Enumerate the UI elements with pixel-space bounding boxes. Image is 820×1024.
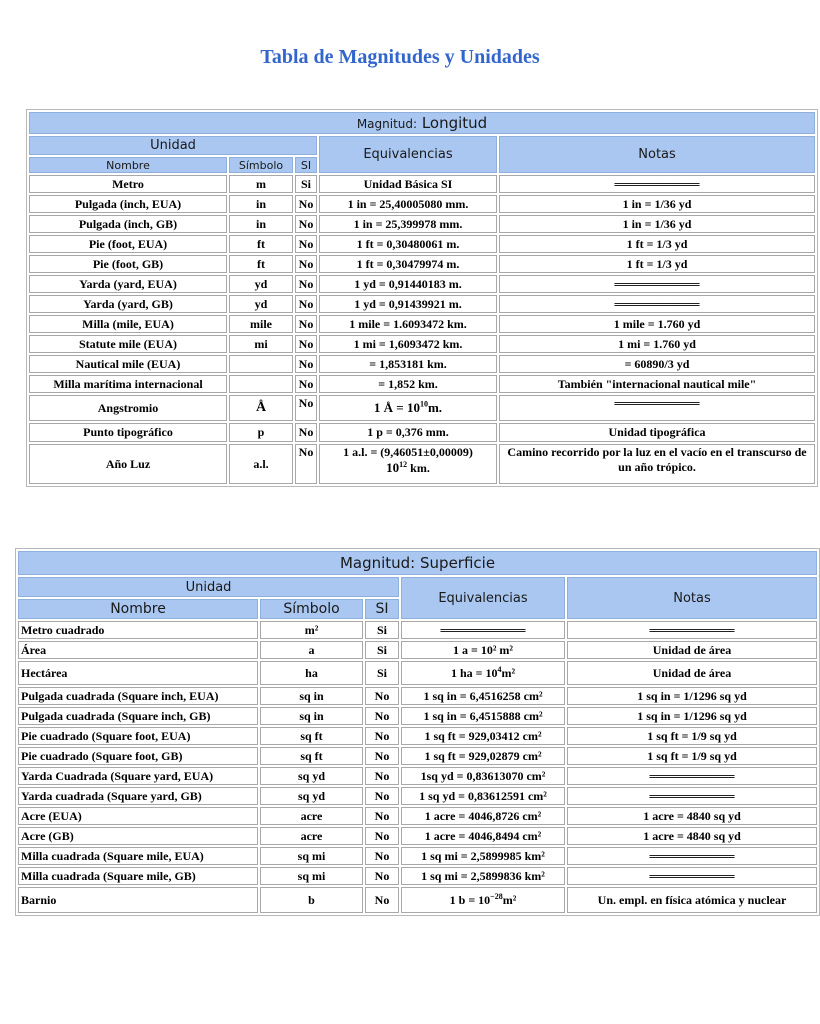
table-row (18, 887, 817, 913)
simbolo-cell: acre (260, 827, 363, 845)
equiv-cell: 1 ha = $10^4m^2$ (401, 661, 565, 685)
si-header: SI (295, 157, 317, 173)
nombre-cell: Barnio (18, 887, 258, 913)
si-cell: No (365, 787, 399, 805)
nombre-cell: Milla cuadrada (Square mile, GB) (18, 867, 258, 885)
table-row (29, 275, 815, 293)
table-row (29, 315, 815, 333)
equiv-cell: 1 in = 25,40005080 mm. (319, 195, 497, 213)
magnitud-name: Superficie (420, 554, 496, 572)
simbolo-cell: sq yd (260, 767, 363, 785)
notas-cell: ══════════ (567, 767, 817, 785)
table-row (29, 295, 815, 313)
nombre-cell: Pulgada cuadrada (Square inch, GB) (18, 707, 258, 725)
nombre-cell: Metro (29, 175, 227, 193)
equiv-cell: 1 mi = 1,6093472 km. (319, 335, 497, 353)
table-row (18, 827, 817, 845)
notas-cell: Camino recorrido por la luz en el vacío en el transcurso de un año trópico. (499, 444, 815, 484)
nombre-cell: Punto tipográfico (29, 423, 227, 442)
nombre-cell: Metro cuadrado (18, 621, 258, 639)
si-cell: No (365, 767, 399, 785)
longitud-table (26, 109, 818, 487)
notas-cell: ══════════ (567, 867, 817, 885)
simbolo-cell: mile (229, 315, 293, 333)
notas-header: Notas (567, 577, 817, 619)
si-cell: No (365, 727, 399, 745)
nombre-cell: Nautical mile (EUA) (29, 355, 227, 373)
notas-cell: ══════════ (499, 295, 815, 313)
nombre-header: Nombre (29, 157, 227, 173)
notas-cell: 1 ft = 1/3 yd (499, 255, 815, 273)
nombre-cell: Yarda cuadrada (Square yard, GB) (18, 787, 258, 805)
superficie-table (15, 548, 820, 916)
equiv-cell: = 1,853181 km. (319, 355, 497, 373)
equiv-cell: 1 sq ft = 929,03412 cm² (401, 727, 565, 745)
si-cell: No (365, 847, 399, 865)
nombre-cell: Pie cuadrado (Square foot, EUA) (18, 727, 258, 745)
equiv-cell: 1 a = 10² m² (401, 641, 565, 659)
si-cell: Si (365, 661, 399, 685)
superficie-magnitud-header: Magnitud: Superficie (18, 551, 817, 575)
si-cell: No (365, 807, 399, 825)
simbolo-cell: a (260, 641, 363, 659)
notas-cell: 1 sq ft = 1/9 sq yd (567, 727, 817, 745)
equiv-cell: 1 sq yd = 0,83612591 cm² (401, 787, 565, 805)
table-row (18, 767, 817, 785)
equiv-cell: 1 $b = 10^{-28}m^2$ (401, 887, 565, 913)
nombre-cell: Milla (mile, EUA) (29, 315, 227, 333)
table-row (29, 375, 815, 393)
equivalencias-header: Equivalencias (319, 136, 497, 173)
table-row (18, 661, 817, 685)
nombre-cell: Acre (GB) (18, 827, 258, 845)
equiv-cell: 1 a.l. = (9,46051±0,00009) $10^{12}$ km. (319, 444, 497, 484)
si-cell: No (365, 887, 399, 913)
si-cell: No (365, 867, 399, 885)
equiv-cell: 1 in = 25,399978 mm. (319, 215, 497, 233)
simbolo-cell: sq mi (260, 847, 363, 865)
equiv-cell: 1 sq in = 6,4516258 cm² (401, 687, 565, 705)
notas-cell: 1 mi = 1.760 yd (499, 335, 815, 353)
page-title: Tabla de Magnitudes y Unidades (260, 46, 540, 68)
nombre-cell: Pie cuadrado (Square foot, GB) (18, 747, 258, 765)
si-cell: No (295, 444, 317, 484)
equiv-cell: 1sq yd = 0,83613070 cm² (401, 767, 565, 785)
simbolo-cell: m² (260, 621, 363, 639)
si-cell: No (295, 275, 317, 293)
notas-cell: ══════════ (499, 395, 815, 421)
simbolo-cell: b (260, 887, 363, 913)
nombre-cell: Año Luz (29, 444, 227, 484)
exponent: 10 (419, 399, 428, 409)
si-cell: Si (365, 621, 399, 639)
simbolo-cell: Å (229, 395, 293, 421)
notas-cell: 1 sq ft = 1/9 sq yd (567, 747, 817, 765)
table-row (18, 727, 817, 745)
equiv-cell: 1 Å = $10^{10}m$. (319, 395, 497, 421)
equiv-cell: 1 p = 0,376 mm. (319, 423, 497, 442)
magnitud-name: Longitud (421, 114, 488, 132)
simbolo-cell: p (229, 423, 293, 442)
si-cell: No (295, 355, 317, 373)
nombre-cell: Pulgada (inch, EUA) (29, 195, 227, 213)
notas-cell: 1 mile = 1.760 yd (499, 315, 815, 333)
notas-cell: Unidad de área (567, 641, 817, 659)
simbolo-cell (229, 355, 293, 373)
equiv-cell: 1 sq in = 6,4515888 cm² (401, 707, 565, 725)
notas-cell: También "internacional nautical mile" (499, 375, 815, 393)
simbolo-header: Símbolo (229, 157, 293, 173)
nombre-cell: Pulgada (inch, GB) (29, 215, 227, 233)
nombre-cell: Angstromio (29, 395, 227, 421)
equiv-cell: 1 ft = 0,30479974 m. (319, 255, 497, 273)
notas-header: Notas (499, 136, 815, 173)
simbolo-cell: sq ft (260, 747, 363, 765)
simbolo-header: Símbolo (260, 599, 363, 619)
simbolo-cell: ft (229, 235, 293, 253)
simbolo-cell: a.l. (229, 444, 293, 484)
notas-cell: 1 in = 1/36 yd (499, 195, 815, 213)
table-row (18, 747, 817, 765)
notas-cell: Unidad tipográfica (499, 423, 815, 442)
table-row (29, 175, 815, 193)
si-cell: No (295, 395, 317, 421)
nombre-cell: Yarda Cuadrada (Square yard, EUA) (18, 767, 258, 785)
si-cell: No (295, 235, 317, 253)
table-row (29, 195, 815, 213)
equiv-cell: 1 sq mi = 2,5899836 km² (401, 867, 565, 885)
nombre-cell: Yarda (yard, EUA) (29, 275, 227, 293)
equiv-cell: 1 acre = 4046,8494 cm² (401, 827, 565, 845)
equiv-cell: 1 acre = 4046,8726 cm² (401, 807, 565, 825)
si-cell: No (295, 375, 317, 393)
notas-cell: 1 sq in = 1/1296 sq yd (567, 707, 817, 725)
notas-cell: Unidad de área (567, 661, 817, 685)
si-header: SI (365, 599, 399, 619)
simbolo-cell: sq in (260, 687, 363, 705)
unidad-header: Unidad (29, 136, 317, 155)
simbolo-cell: mi (229, 335, 293, 353)
table-row (29, 355, 815, 373)
equiv-cell: 1 sq mi = 2,5899985 km² (401, 847, 565, 865)
longitud-magnitud-header: Magnitud: Longitud (29, 112, 815, 134)
si-cell: No (295, 195, 317, 213)
equiv-cell: 1 ft = 0,30480061 m. (319, 235, 497, 253)
notas-cell: 1 acre = 4840 sq yd (567, 827, 817, 845)
simbolo-cell: sq mi (260, 867, 363, 885)
simbolo-cell: ft (229, 255, 293, 273)
simbolo-cell: sq ft (260, 727, 363, 745)
nombre-cell: Área (18, 641, 258, 659)
nombre-cell: Pie (foot, EUA) (29, 235, 227, 253)
nombre-header: Nombre (18, 599, 258, 619)
notas-cell: ══════════ (567, 847, 817, 865)
simbolo-cell: yd (229, 275, 293, 293)
equiv-cell: = 1,852 km. (319, 375, 497, 393)
notas-cell: 1 ft = 1/3 yd (499, 235, 815, 253)
nombre-cell: Statute mile (EUA) (29, 335, 227, 353)
si-cell: No (295, 255, 317, 273)
si-cell: No (295, 295, 317, 313)
simbolo-cell: yd (229, 295, 293, 313)
si-cell: No (295, 423, 317, 442)
equiv-cell: 1 sq ft = 929,02879 cm² (401, 747, 565, 765)
notas-cell: 1 sq in = 1/1296 sq yd (567, 687, 817, 705)
equiv-cell: ══════════ (401, 621, 565, 639)
equiv-cell: Unidad Básica SI (319, 175, 497, 193)
table-row (29, 235, 815, 253)
unidad-header: Unidad (18, 577, 399, 597)
table-row (18, 621, 817, 639)
si-cell: No (295, 335, 317, 353)
simbolo-cell: in (229, 215, 293, 233)
table-row (18, 867, 817, 885)
notas-cell: = 60890/3 yd (499, 355, 815, 373)
notas-cell: 1 in = 1/36 yd (499, 215, 815, 233)
notas-cell: 1 acre = 4840 sq yd (567, 807, 817, 825)
notas-cell: ══════════ (567, 621, 817, 639)
si-cell: No (365, 707, 399, 725)
si-cell: No (365, 687, 399, 705)
table-row (18, 687, 817, 705)
si-cell: Si (295, 175, 317, 193)
simbolo-cell: acre (260, 807, 363, 825)
table-row (18, 847, 817, 865)
nombre-cell: Milla marítima internacional (29, 375, 227, 393)
equiv-cell: 1 yd = 0,91439921 m. (319, 295, 497, 313)
notas-cell: ══════════ (499, 275, 815, 293)
simbolo-cell (229, 375, 293, 393)
notas-cell: Un. empl. en física atómica y nuclear (567, 887, 817, 913)
simbolo-cell: ha (260, 661, 363, 685)
nombre-cell: Pie (foot, GB) (29, 255, 227, 273)
si-cell: Si (365, 641, 399, 659)
equivalencias-header: Equivalencias (401, 577, 565, 619)
table-row (18, 787, 817, 805)
table-row (29, 215, 815, 233)
simbolo-cell: m (229, 175, 293, 193)
nombre-cell: Milla cuadrada (Square mile, EUA) (18, 847, 258, 865)
nombre-cell: Yarda (yard, GB) (29, 295, 227, 313)
si-cell: No (295, 215, 317, 233)
table-row (29, 395, 815, 421)
table-row (29, 423, 815, 442)
notas-cell: ══════════ (567, 787, 817, 805)
table-row (18, 641, 817, 659)
si-cell: No (365, 827, 399, 845)
simbolo-cell: in (229, 195, 293, 213)
table-row (29, 255, 815, 273)
table-row (29, 335, 815, 353)
nombre-cell: Acre (EUA) (18, 807, 258, 825)
table-row (18, 807, 817, 825)
simbolo-cell: sq in (260, 707, 363, 725)
si-cell: No (365, 747, 399, 765)
nombre-cell: Hectárea (18, 661, 258, 685)
equiv-cell: 1 mile = 1.6093472 km. (319, 315, 497, 333)
equiv-cell: 1 yd = 0,91440183 m. (319, 275, 497, 293)
table-row (18, 707, 817, 725)
nombre-cell: Pulgada cuadrada (Square inch, EUA) (18, 687, 258, 705)
notas-cell: ══════════ (499, 175, 815, 193)
simbolo-cell: sq yd (260, 787, 363, 805)
si-cell: No (295, 315, 317, 333)
table-row (29, 444, 815, 484)
